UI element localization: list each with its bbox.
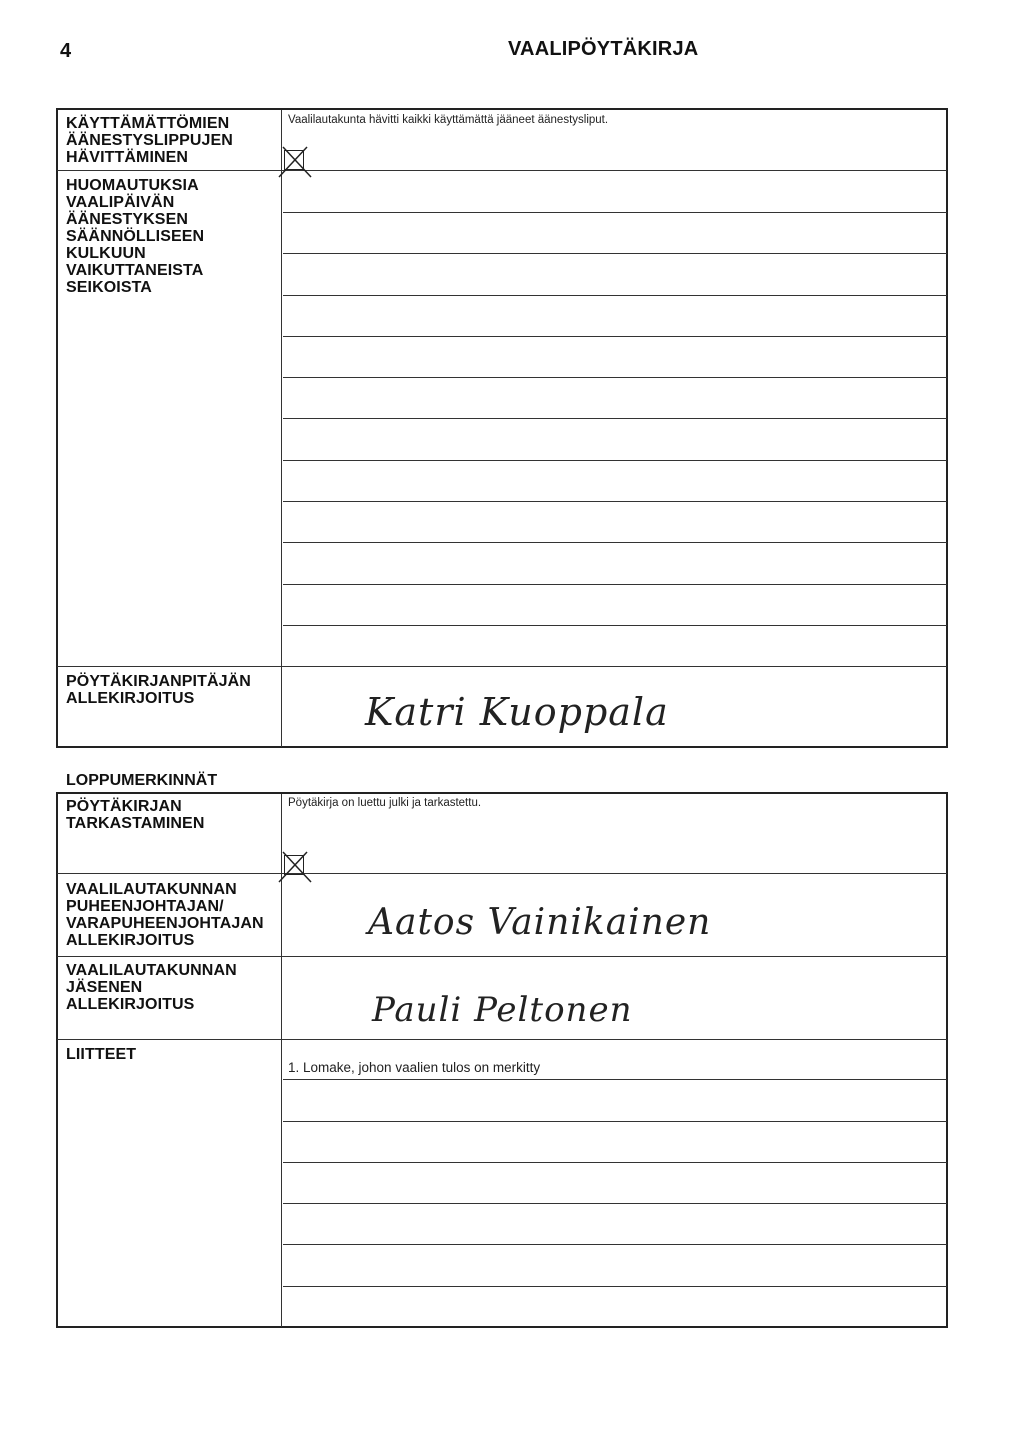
destruction-checkbox[interactable] [284, 150, 304, 170]
remarks-ruled-line [283, 336, 947, 337]
attachment-item: 1. Lomake, johon vaalien tulos on merkitty [288, 1060, 541, 1075]
remarks-ruled-line [283, 584, 947, 585]
attachments-label: LIITTEET [66, 1046, 137, 1063]
member-signature-label: VAALILAUTAKUNNAN JÄSENEN ALLEKIRJOITUS [66, 962, 237, 1013]
chair-signature-label: VAALILAUTAKUNNAN PUHEENJOHTAJAN/ VARAPUHEENJOHTAJAN ALLEKIRJOITUS [66, 881, 264, 949]
remarks-ruled-line [283, 460, 947, 461]
section2-row-divider-2 [57, 956, 947, 957]
remarks-ruled-line [283, 542, 947, 543]
section1-row-divider-1 [57, 170, 947, 171]
checkmark-x-icon [277, 145, 313, 179]
section2-row-divider-3 [57, 1039, 947, 1040]
page-number: 4 [60, 40, 72, 62]
remarks-ruled-line [283, 625, 947, 626]
attachment-ruled-line [283, 1286, 947, 1287]
check-text: Pöytäkirja on luettu julki ja tarkastettu. [288, 797, 482, 809]
final-remarks-heading: LOPPUMERKINNÄT [66, 772, 218, 789]
section1-column-divider [281, 110, 282, 747]
document-title: VAALIPÖYTÄKIRJA [508, 38, 699, 60]
chair-signature: Aatos Vainikainen [368, 902, 712, 943]
remarks-label: HUOMAUTUKSIA VAALIPÄIVÄN ÄÄNESTYKSEN SÄÄNNÖLLISEEN KULKUUN VAIKUTTANEISTA SEIKOISTA [66, 177, 205, 296]
member-signature: Pauli Peltonen [372, 990, 633, 1030]
checkmark-x-icon [277, 850, 313, 884]
section2-row-divider-1 [57, 873, 947, 874]
keeper-signature-label: PÖYTÄKIRJANPITÄJÄN ALLEKIRJOITUS [66, 673, 251, 707]
check-checkbox[interactable] [284, 855, 304, 875]
remarks-ruled-line [283, 253, 947, 254]
check-label: PÖYTÄKIRJAN TARKASTAMINEN [66, 798, 205, 832]
attachment-ruled-line [283, 1079, 947, 1080]
destruction-label: KÄYTTÄMÄTTÖMIEN ÄÄNESTYSLIPPUJEN HÄVITTÄMINEN [66, 115, 233, 166]
remarks-ruled-line [283, 377, 947, 378]
keeper-signature: Katri Kuoppala [365, 690, 669, 734]
destruction-text: Vaalilautakunta hävitti kaikki käyttämättä jääneet äänestysliput. [288, 114, 609, 126]
attachment-ruled-line [283, 1121, 947, 1122]
remarks-ruled-line [283, 212, 947, 213]
remarks-ruled-line [283, 295, 947, 296]
attachment-ruled-line [283, 1244, 947, 1245]
remarks-ruled-line [283, 418, 947, 419]
attachment-ruled-line [283, 1162, 947, 1163]
section1-row-divider-2 [57, 666, 947, 667]
attachment-ruled-line [283, 1203, 947, 1204]
remarks-ruled-line [283, 501, 947, 502]
